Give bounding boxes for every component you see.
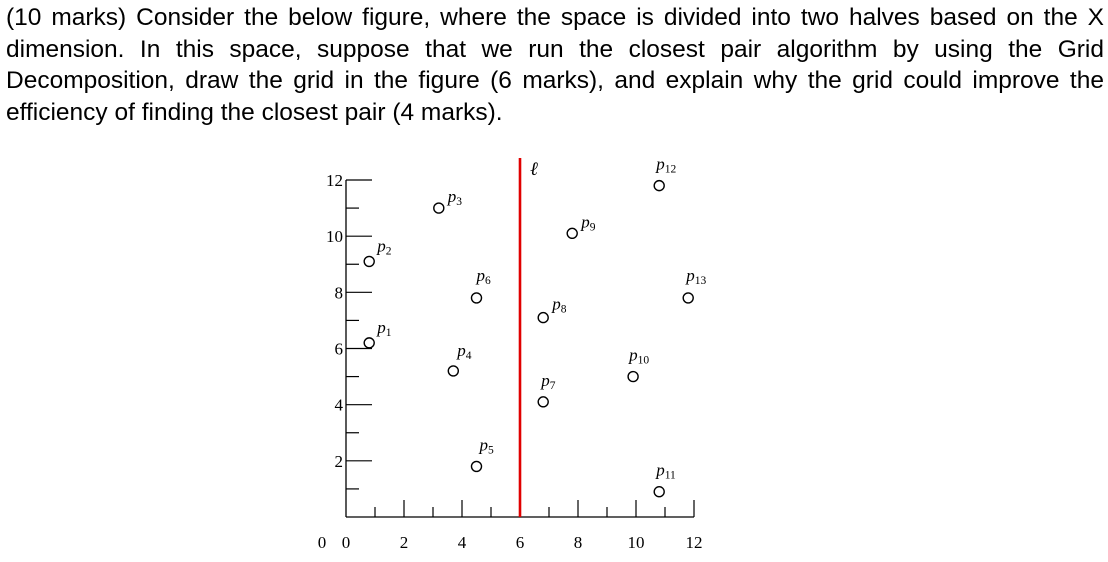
point-p5: [472, 435, 495, 471]
point-marker: [472, 461, 482, 471]
point-label: p1: [377, 317, 392, 339]
point-label: p10: [629, 345, 650, 367]
y-tick-label: 12: [326, 171, 343, 190]
point-marker: [654, 487, 664, 497]
point-label: p11: [656, 460, 676, 482]
point-label: p3: [447, 187, 463, 209]
point-marker: [472, 293, 482, 303]
x-tick-label: 8: [573, 533, 583, 552]
point-marker: [448, 366, 458, 376]
point-label: p8: [552, 294, 567, 316]
point-label: p2: [377, 236, 392, 258]
point-p13: [683, 266, 706, 303]
point-marker: [628, 372, 638, 382]
y-tick-label: 8: [334, 283, 343, 303]
x-tick-label: 6: [515, 533, 525, 552]
point-p12: [654, 155, 676, 191]
point-p3: [434, 187, 463, 213]
x-tick-label: 4: [457, 533, 467, 552]
point-label: p12: [656, 154, 677, 176]
x-tick-label: 2: [399, 533, 409, 552]
x-tick-label: 10: [627, 533, 645, 552]
point-p6: [472, 266, 492, 303]
y-tick-label: 10: [326, 227, 343, 247]
points: [364, 155, 706, 497]
question-text: (10 marks) Consider the below figure, where the space is divided into two halves based on the X dimension. In this space, suppose that we run the closest pair algorithm by using the Grid Decomposition, draw the grid in the figure (6 marks), and explain why the grid could improve the efficiency of finding the closest pair (4 marks).: [6, 4, 1104, 126]
x-tick-label: 0: [341, 533, 351, 552]
point-p11: [654, 461, 676, 497]
divider-label: ℓ: [530, 159, 538, 180]
point-marker: [567, 228, 577, 238]
y-tick-label: 4: [334, 395, 343, 415]
y-ticks: [318, 171, 372, 552]
x-tick-label: 12: [685, 533, 703, 552]
point-p9: [567, 212, 596, 238]
point-marker: [434, 203, 444, 213]
point-label: p6: [476, 265, 491, 287]
point-label: p13: [686, 265, 707, 287]
point-marker: [364, 256, 374, 266]
point-label: p7: [541, 370, 556, 392]
point-label: p9: [581, 212, 596, 234]
point-p7: [538, 371, 556, 407]
point-marker: [654, 181, 664, 191]
point-p4: [448, 341, 472, 376]
point-marker: [538, 313, 548, 323]
y-tick-label: 6: [334, 339, 343, 359]
point-p2: [364, 236, 392, 266]
origin-label: 0: [317, 533, 327, 552]
point-marker: [538, 397, 548, 407]
point-p1: [364, 318, 392, 348]
x-ticks: [342, 500, 703, 552]
point-label: p5: [479, 435, 494, 457]
point-label: p4: [457, 340, 472, 362]
point-marker: [364, 338, 374, 348]
point-marker: [683, 293, 693, 303]
point-p10: [628, 346, 649, 382]
point-p8: [538, 295, 567, 323]
y-tick-label: 2: [334, 451, 343, 471]
